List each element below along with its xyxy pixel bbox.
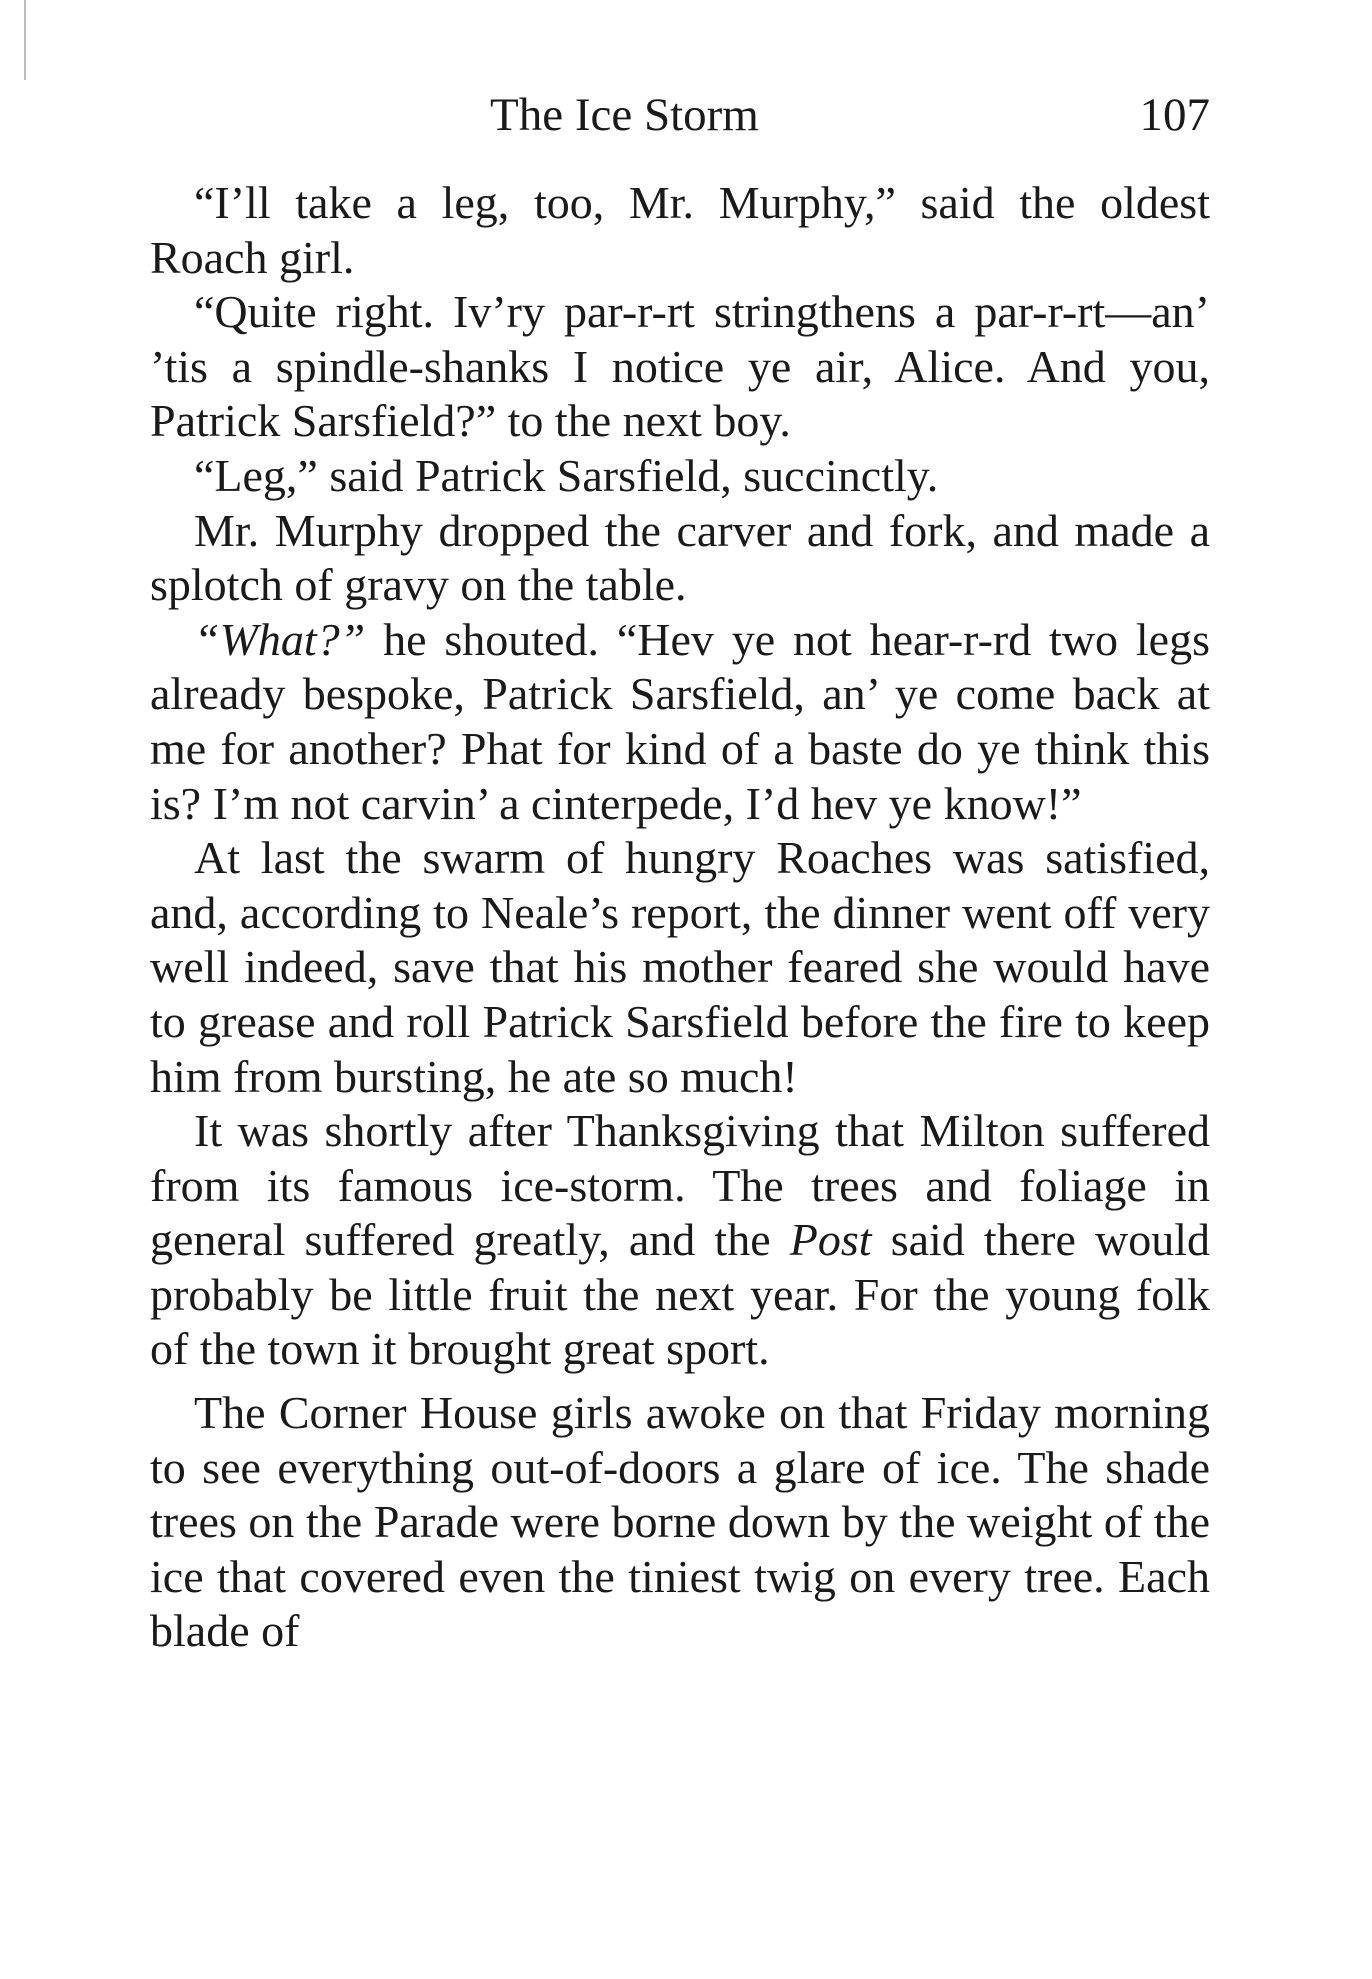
page-number: 107 [1139, 89, 1210, 141]
paragraph-7-text-b: said there would probably be little fruit the next year. For the young folk of the town it brought great sport. [150, 1214, 1210, 1375]
paragraph-7-text-a: It was shortly after Thanksgiving that Milton suffered from its famous ice-storm. The trees and foliage in general suffered greatly, and the [150, 1105, 1210, 1266]
paragraph-6: At last the swarm of hungry Roaches was satisfied, and, according to Neale’s report, the dinner went off very well indeed, save that his mother feared she would have to grease and roll Patrick Sarsfield before the fire to keep him from bursting, he ate so much! [150, 832, 1210, 1102]
running-head: The Ice Storm [490, 89, 759, 141]
paragraph-7 [150, 1104, 1210, 1377]
paragraph-4: Mr. Murphy dropped the carver and fork, and made a splotch of gravy on the table. [150, 504, 1210, 611]
scan-edge-mark [24, 0, 26, 80]
italic-exclamation: “What?” [194, 613, 366, 665]
paragraph-5 [150, 613, 1210, 831]
paragraph-1: “I’ll take a leg, too, Mr. Murphy,” said the oldest Roach girl. [150, 177, 1210, 283]
page-header [150, 88, 1210, 148]
paragraph-8: The Corner House girls awoke on that Friday morning to see everything out-of-doors a glare of ice. The shade trees on the Parade were borne down by the weight of the ice that covered even the tiniest twig on every tree. Each blade of [150, 1387, 1210, 1657]
paragraph-5-text: he shouted. “Hev ye not hear-r-rd two legs already bespoke, Patrick Sarsfield, an’ ye come back at me for another? Phat for kind of a baste do ye think this is? I’m not carvin’ a cinterpede, I’d hev ye know!” [150, 613, 1210, 829]
paragraph-3: “Leg,” said Patrick Sarsfield, succinctly. [194, 449, 939, 501]
body-text [150, 176, 1210, 1659]
paragraph-2: “Quite right. Iv’ry par-r-rt stringthens a par-r-rt—an’ ’tis a spindle-shanks I notice ye air, Alice. And you, Patrick Sarsfield?” to the next boy. [150, 286, 1210, 447]
newspaper-title: Post [789, 1214, 872, 1266]
